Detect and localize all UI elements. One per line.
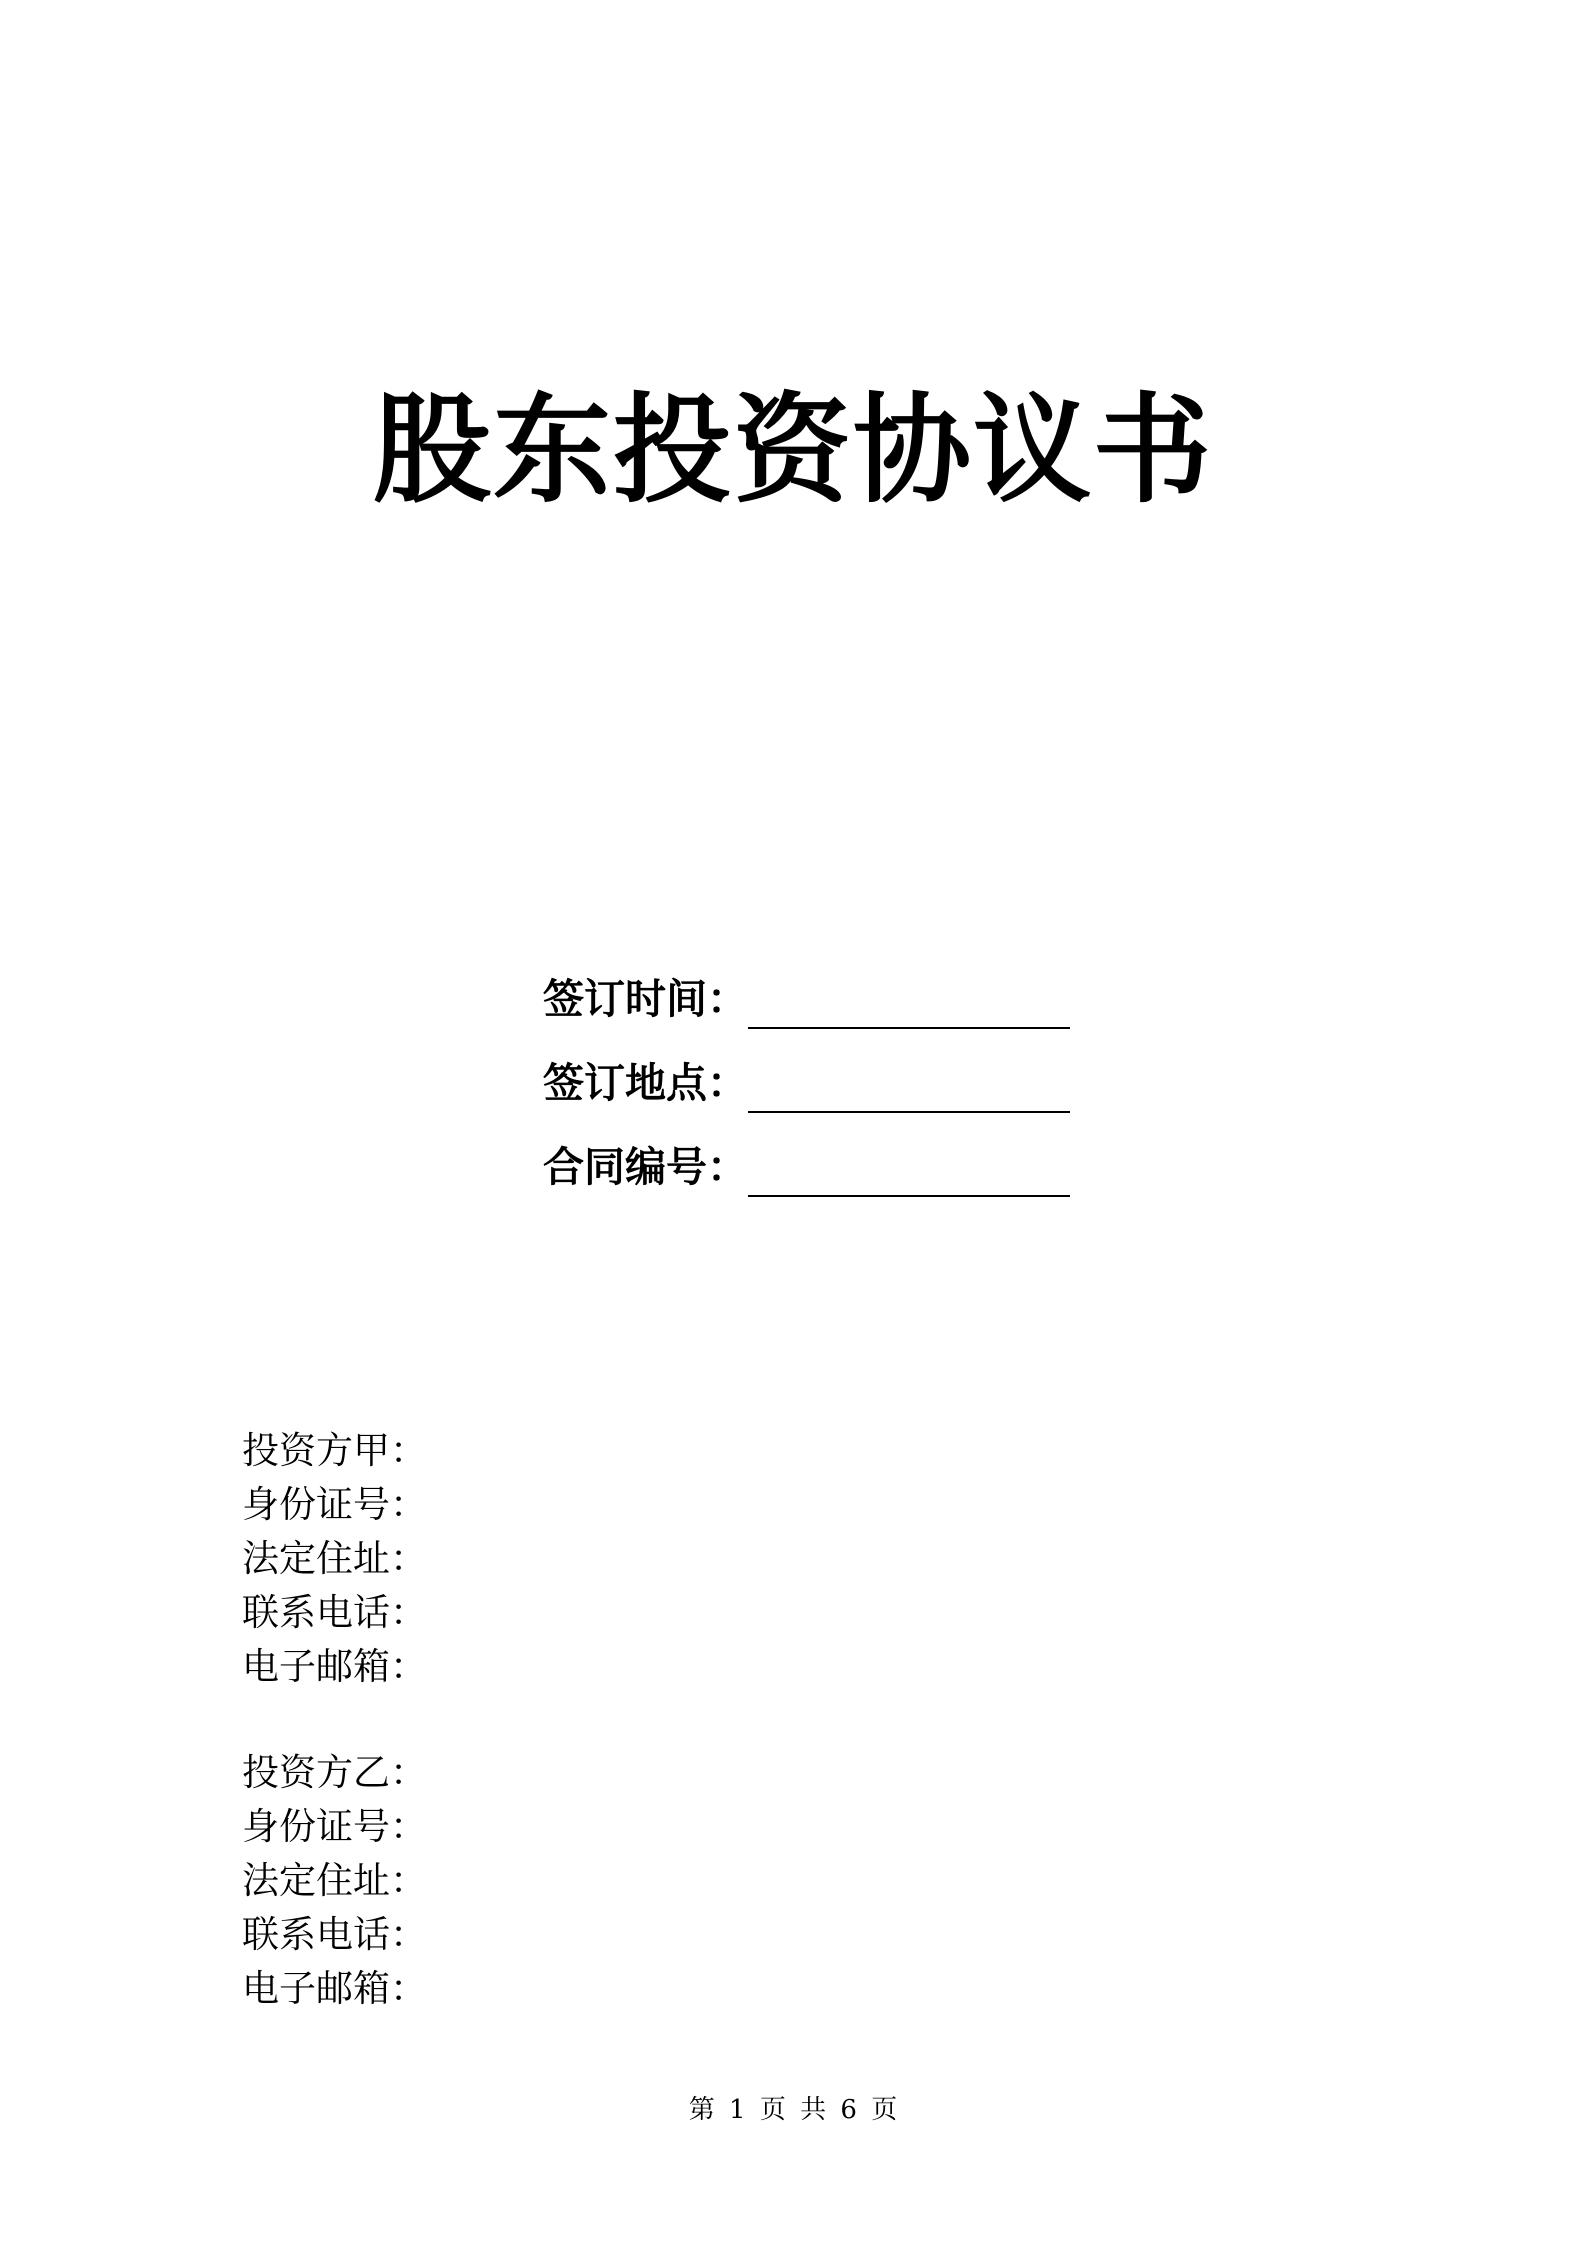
party-b-phone-label: 联系电话： [242,1913,427,1956]
party-a-investor-label: 投资方甲： [242,1429,427,1472]
contract-number-blank[interactable] [748,1195,1070,1197]
party-a-phone-label: 联系电话： [242,1591,427,1634]
party-a-address-label: 法定住址： [242,1537,427,1580]
party-b-investor-label: 投资方乙： [242,1751,427,1794]
page-footer: 第 1 页 共 6 页 [688,2095,898,2125]
signing-info [543,945,1070,1197]
contract-number-row [543,1113,1070,1197]
signing-place-row [543,1029,1070,1113]
party-b-address-label: 法定住址： [242,1859,427,1902]
party-a-email-label: 电子邮箱： [242,1645,427,1688]
signing-place-label: 签订地点： [543,1059,748,1107]
party-a-id-label: 身份证号： [242,1483,427,1526]
party-b-id-label: 身份证号： [242,1805,427,1848]
contract-number-label: 合同编号： [543,1143,748,1191]
signing-date-label: 签订时间： [543,975,748,1023]
document-title: 股东投资协议书 [372,381,1213,519]
party-b-email-label: 电子邮箱： [242,1967,427,2010]
signing-date-blank[interactable] [748,1027,1070,1029]
party-b-section [242,1746,427,2016]
signing-place-blank[interactable] [748,1111,1070,1113]
party-a-section [242,1424,427,1694]
signing-date-row [543,945,1070,1029]
